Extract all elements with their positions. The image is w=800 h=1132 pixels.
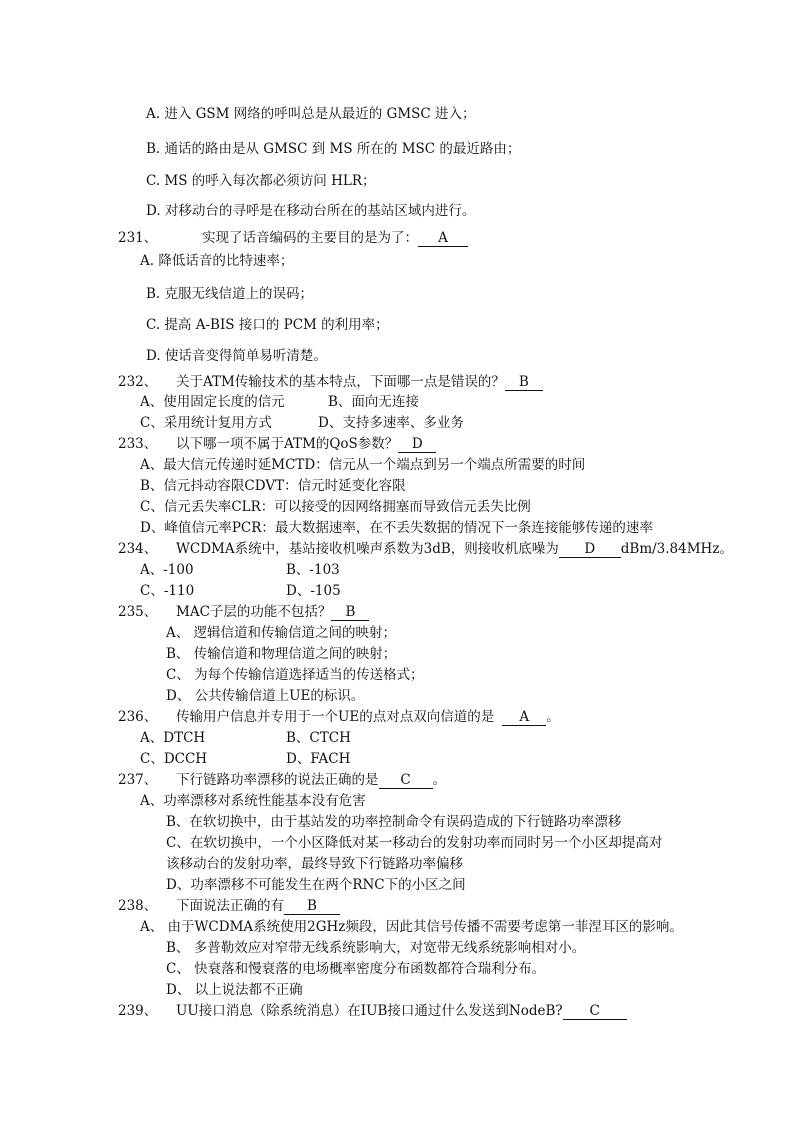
q235-option-c: C、 为每个传输信道选择适当的传送格式； [166,667,424,683]
question-239 [118,1002,627,1020]
q233-option-a: A、最大信元传递时延MCTD：信元从一个端点到另一个端点所需要的时间 [140,457,586,473]
answer-blank: B [331,605,369,621]
question-237 [118,771,446,789]
answer-blank: A [418,231,468,247]
q238-option-a: A、 由于WCDMA系统使用2GHz频段，因此其信号传播不需要考虑第一菲涅耳区的影响。 [140,919,683,935]
answer-blank: B [284,899,340,915]
q235-option-d: D、 公共传输信道上UE的标识。 [166,688,365,704]
q232-option-b: B、面向无连接 [328,394,419,410]
question-text: 以下哪一项不属于ATM的QoS参数？ [176,436,399,452]
q232-option-d: D、支持多速率、多业务 [318,415,464,431]
q234-option-a: A、-100 [140,562,194,578]
q230-option-c: C. MS 的呼入每次都必须访问 HLR； [146,173,376,189]
answer-tail: 。 [546,709,560,725]
q238-option-d: D、 以上说法都不正确 [166,982,303,998]
question-text: 实现了话音编码的主要目的是为了： [202,230,418,246]
question-number: 239、 [118,1003,158,1019]
q230-option-a: A. 进入 GSM 网络的呼叫总是从最近的 GMSC 进入； [146,106,476,122]
q232-option-c: C、采用统计复用方式 [140,415,272,431]
question-text: WCDMA系统中，基站接收机噪声系数为3dB，则接收机底噪为 [176,541,559,557]
q231-option-a: A. 降低话音的比特速率； [140,253,294,269]
question-text: MAC子层的功能不包括？ [176,604,332,620]
q237-option-a: A、功率漂移对系统性能基本没有危害 [140,793,366,809]
q236-option-a: A、DTCH [140,730,206,746]
answer-blank: D [398,437,436,453]
question-number: 237、 [118,772,158,788]
q238-option-b: B、 多普勒效应对窄带无线系统影响大，对宽带无线系统影响相对小。 [166,940,586,956]
q234-option-d: D、-105 [286,583,341,599]
q236-option-b: B、CTCH [286,730,351,746]
q230-option-d: D. 对移动台的寻呼是在移动台所在的基站区域内进行。 [146,203,476,219]
question-231 [118,229,468,247]
q233-option-d: D、峰值信元率PCR：最大数据速率，在不丢失数据的情况下一条连接能够传递的速率 [140,520,653,536]
answer-unit: dBm/3.84MHz。 [620,541,733,557]
answer-blank: B [505,375,543,391]
answer-tail: 。 [432,772,446,788]
question-text: 关于ATM传输技术的基本特点，下面哪一点是错误的？ [176,374,505,390]
question-232 [118,373,543,391]
question-233 [118,435,436,453]
q237-option-d: D、功率漂移不可能发生在两个RNC下的小区之间 [166,877,466,893]
question-text: UU接口消息（除系统消息）在IUB接口通过什么发送到NodeB? [176,1003,563,1019]
question-235 [118,603,369,621]
question-text: 下面说法正确的有 [176,898,284,914]
question-text: 下行链路功率漂移的说法正确的是 [176,772,379,788]
q231-option-c: C. 提高 A-BIS 接口的 PCM 的利用率； [146,317,389,333]
q236-option-c: C、DCCH [140,751,208,767]
q231-option-b: B. 克服无线信道上的误码； [146,286,314,302]
question-number: 233、 [118,436,158,452]
question-238 [118,897,340,915]
question-number: 235、 [118,604,158,620]
question-number: 232、 [118,374,158,390]
question-number: 238、 [118,898,158,914]
q236-option-d: D、FACH [286,751,351,767]
answer-blank: D [559,542,621,558]
q235-option-a: A、 逻辑信道和传输信道之间的映射； [166,625,397,641]
q230-option-b: B. 通话的路由是从 GMSC 到 MS 所在的 MSC 的最近路由； [146,141,521,157]
question-number: 236、 [118,709,158,725]
q233-option-b: B、信元抖动容限CDVT：信元时延变化容限 [140,478,406,494]
q234-option-b: B、-103 [286,562,340,578]
question-number: 234、 [118,541,158,557]
answer-blank: A [502,710,546,726]
q234-option-c: C、-110 [140,583,195,599]
answer-blank: C [563,1004,627,1020]
q232-option-a: A、使用固定长度的信元 [140,394,285,410]
question-text: 传输用户信息并专用于一个UE的点对点双向信道的是 [176,709,495,725]
q237-option-c-line2: 该移动台的发射功率，最终导致下行链路功率偏移 [166,856,463,872]
q237-option-b: B、在软切换中，由于基站发的功率控制命令有误码造成的下行链路功率漂移 [166,814,622,830]
q235-option-b: B、 传输信道和物理信道之间的映射； [166,646,397,662]
q233-option-c: C、信元丢失率CLR：可以接受的因网络拥塞而导致信元丢失比例 [140,499,531,515]
q238-option-c: C、 快衰落和慢衰落的电场概率密度分布函数都符合瑞利分布。 [166,961,546,977]
answer-blank: C [379,773,433,789]
question-234 [118,540,733,558]
q237-option-c-line1: C、在软切换中，一个小区降低对某一移动台的发射功率而同时另一个小区却提高对 [166,835,663,851]
question-236 [118,708,560,726]
question-number: 231、 [118,230,158,246]
q231-option-d: D. 使话音变得简单易听清楚。 [146,348,327,364]
